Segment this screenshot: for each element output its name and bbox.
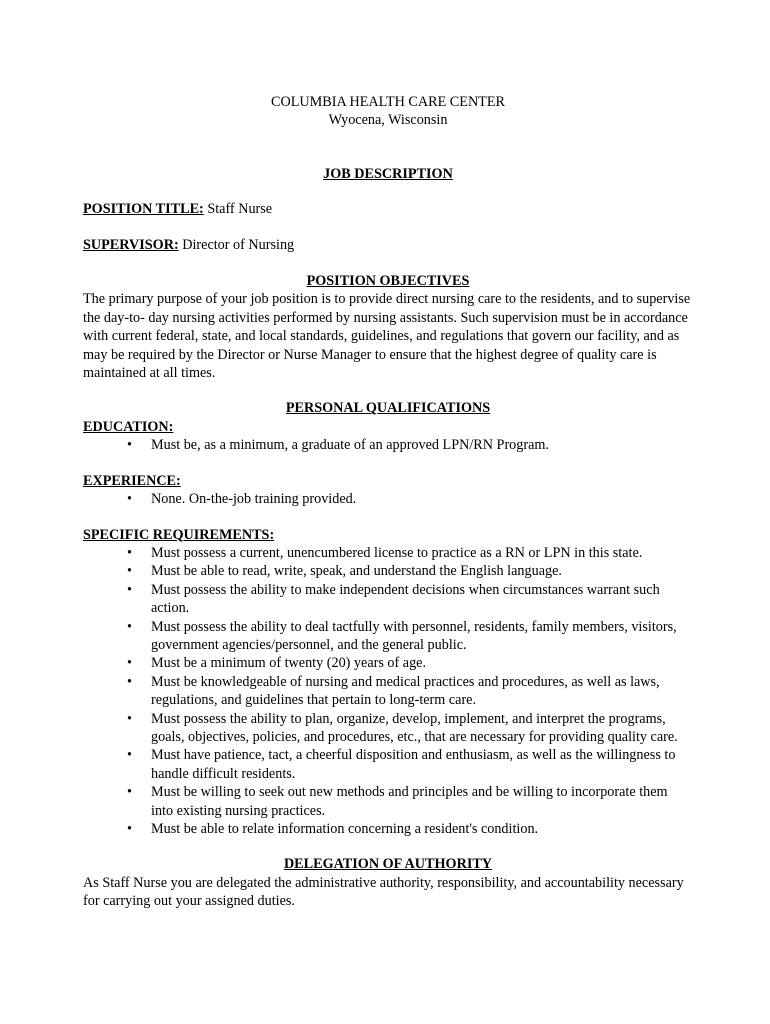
org-location: Wyocena, Wisconsin: [328, 112, 448, 129]
list-item: [83, 654, 693, 672]
list-item-text: Must possess the ability to make independent decisions when circumstances warrant such action.: [151, 581, 660, 617]
bullet-icon: •: [127, 563, 132, 580]
bullet-icon: •: [127, 491, 132, 508]
spacer: [83, 254, 693, 272]
list-item: [83, 783, 693, 820]
spacer: [83, 130, 693, 165]
doc-title: JOB DESCRIPTION: [323, 165, 453, 182]
bullet-icon: •: [127, 544, 132, 561]
list-item-text: None. On-the-job training provided.: [151, 491, 357, 508]
list-item: [83, 673, 693, 710]
education-label: EDUCATION:: [83, 418, 174, 435]
document-page: [83, 93, 693, 911]
list-item-text: Must possess the ability to deal tactfully with personnel, residents, family members, visitors, government agencies/personnel, and the general public.: [151, 618, 677, 653]
position-title-label: POSITION TITLE:: [83, 201, 204, 218]
spacer: [83, 838, 693, 855]
bullet-icon: •: [127, 784, 132, 801]
bullet-icon: •: [127, 673, 132, 690]
qualifications-heading: PERSONAL QUALIFICATIONS: [285, 400, 491, 417]
bullet-icon: •: [127, 821, 132, 837]
list-item: [83, 436, 693, 454]
experience-list: [83, 490, 693, 508]
delegation-text: As Staff Nurse you are delegated the administrative authority, responsibility, and accountability necessary for carrying out your assigned duties.: [83, 874, 684, 910]
bullet-icon: •: [127, 618, 132, 635]
bullet-icon: •: [127, 747, 132, 764]
spacer: [83, 455, 693, 472]
list-item-text: Must be willing to seek out new methods and principles and be willing to incorporate them into existing nursing practices.: [151, 784, 668, 819]
list-item: [83, 544, 693, 562]
bullet-icon: •: [127, 710, 132, 727]
education-list: [83, 436, 693, 454]
objectives-text: The primary purpose of your job position is to provide direct nursing care to the residents, and to supervise the day-to- day nursing activities performed by nursing assistants. Such supervision must be in accordance with current federal, state, and local standards, guidelines, and regulations that govern our facility, and as may be required by the Director or Nurse Manager to ensure that the highest degree of quality care is maintained at all times.: [83, 291, 691, 382]
spacer: [83, 382, 693, 399]
position-title-value: Staff Nurse: [203, 201, 273, 218]
delegation-heading: DELEGATION OF AUTHORITY: [283, 856, 493, 873]
list-item: [83, 746, 693, 783]
list-item-text: Must be able to read, write, speak, and understand the English language.: [151, 563, 562, 580]
list-item: [83, 618, 693, 655]
supervisor-value: Director of Nursing: [178, 236, 295, 253]
spacer: [83, 183, 693, 200]
requirements-label: SPECIFIC REQUIREMENTS:: [83, 526, 275, 543]
list-item-text: Must be knowledgeable of nursing and medical practices and procedures, as well as laws, regulations, and guidelines that pertain to long-term care.: [151, 673, 660, 709]
supervisor-line: [83, 236, 693, 254]
list-item-text: Must have patience, tact, a cheerful disposition and enthusiasm, as well as the willingness to handle difficult residents.: [151, 747, 676, 782]
position-title-line: [83, 200, 693, 218]
list-item: [83, 490, 693, 508]
bullet-icon: •: [127, 581, 132, 598]
list-item: [83, 562, 693, 580]
list-item-text: Must be a minimum of twenty (20) years of age.: [151, 655, 427, 672]
spacer: [83, 219, 693, 236]
bullet-icon: •: [127, 437, 132, 454]
list-item-text: Must be able to relate information concerning a resident's condition.: [151, 821, 539, 837]
list-item-text: Must possess a current, unencumbered license to practice as a RN or LPN in this state.: [151, 544, 643, 561]
list-item-text: Must possess the ability to plan, organize, develop, implement, and interpret the programs, goals, objectives, policies, and procedures, etc., that are necessary for providing quality care.: [151, 710, 678, 745]
bullet-icon: •: [127, 655, 132, 672]
list-item: [83, 710, 693, 747]
objectives-heading: POSITION OBJECTIVES: [306, 273, 470, 290]
experience-label: EXPERIENCE:: [83, 472, 181, 489]
list-item: [83, 820, 693, 838]
list-item: [83, 581, 693, 618]
list-item-text: Must be, as a minimum, a graduate of an approved LPN/RN Program.: [151, 437, 549, 454]
supervisor-label: SUPERVISOR:: [83, 236, 179, 253]
org-name: COLUMBIA HEALTH CARE CENTER: [271, 94, 505, 110]
spacer: [83, 509, 693, 526]
requirements-list: [83, 544, 693, 839]
